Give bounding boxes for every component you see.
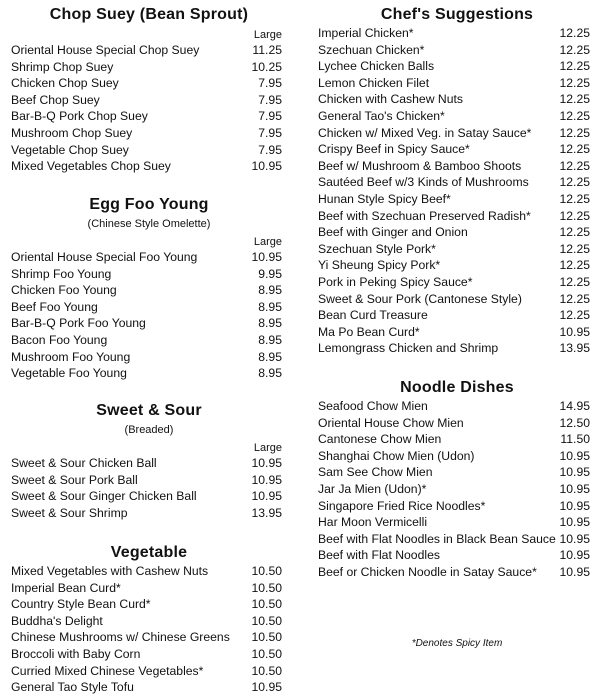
item-price: 10.95	[559, 465, 590, 480]
item-name: Har Moon Vermicelli	[318, 515, 428, 530]
menu-item	[308, 307, 606, 324]
item-price: 13.95	[559, 341, 590, 356]
item-price: 10.50	[251, 613, 282, 628]
menu-item	[0, 249, 298, 266]
item-name: General Tao Style Tofu	[11, 680, 134, 695]
item-price: 12.25	[559, 225, 590, 240]
menu-item	[308, 564, 606, 581]
menu-list	[0, 563, 298, 696]
item-price: 10.50	[251, 580, 282, 595]
item-price: 12.25	[559, 175, 590, 190]
item-price: 12.25	[559, 125, 590, 140]
item-price: 12.25	[559, 191, 590, 206]
item-name: Sweet & Sour Ginger Chicken Ball	[11, 489, 197, 504]
item-name: Shrimp Chop Suey	[11, 59, 114, 74]
menu-item	[0, 142, 298, 159]
size-header: Large	[253, 236, 282, 248]
menu-item	[0, 596, 298, 613]
menu-item	[0, 563, 298, 580]
item-price: 10.95	[559, 515, 590, 530]
item-name: Chicken Chop Suey	[11, 76, 119, 91]
item-price: 12.25	[559, 75, 590, 90]
item-name: Cantonese Chow Mien	[318, 432, 442, 447]
item-name: Seafood Chow Mien	[318, 399, 428, 413]
menu-item	[0, 42, 298, 59]
menu-item	[0, 679, 298, 696]
item-price: 8.95	[258, 299, 282, 314]
item-name: Oriental House Special Chop Suey	[11, 43, 200, 57]
menu-item	[308, 324, 606, 341]
menu-item	[0, 266, 298, 283]
item-name: Beef with Flat Noodles in Black Bean Sauce	[318, 531, 556, 546]
item-name: Shanghai Chow Mien (Udon)	[318, 448, 475, 463]
menu-item	[0, 646, 298, 663]
section-title: Vegetable	[110, 544, 188, 561]
menu-item	[308, 531, 606, 548]
menu-item	[308, 257, 606, 274]
item-name: Ma Po Bean Curd*	[318, 324, 420, 339]
item-name: Shrimp Foo Young	[11, 266, 112, 281]
menu-item	[0, 629, 298, 646]
menu-item	[0, 505, 298, 522]
item-price: 8.95	[258, 366, 282, 381]
item-name: Beef Chop Suey	[11, 92, 100, 107]
item-name: Country Style Bean Curd*	[11, 597, 151, 612]
item-price: 10.95	[251, 489, 282, 504]
sweet-sour-section	[0, 401, 298, 521]
menu-item	[0, 299, 298, 316]
item-price: 10.95	[559, 324, 590, 339]
item-price: 10.95	[559, 481, 590, 496]
menu-item	[308, 125, 606, 142]
menu-item	[0, 332, 298, 349]
menu-item	[308, 191, 606, 208]
menu-item	[0, 315, 298, 332]
item-price: 12.25	[559, 108, 590, 123]
item-price: 8.95	[258, 332, 282, 347]
menu-item	[308, 241, 606, 258]
item-name: Jar Ja Mien (Udon)*	[318, 481, 427, 496]
menu-item	[308, 448, 606, 465]
chop-suey-section	[0, 5, 298, 175]
menu-item	[308, 174, 606, 191]
menu-item	[308, 208, 606, 225]
item-price: 10.95	[251, 456, 282, 470]
item-price: 10.95	[251, 250, 282, 264]
item-price: 10.95	[559, 564, 590, 579]
item-price: 10.50	[251, 597, 282, 612]
item-price: 12.25	[559, 258, 590, 273]
item-name: Bar-B-Q Pork Foo Young	[11, 316, 146, 331]
item-price: 7.95	[258, 76, 282, 91]
menu-item	[0, 613, 298, 630]
menu-item	[308, 42, 606, 59]
section-subtitle: (Chinese Style Omelette)	[87, 218, 211, 230]
item-price: 13.95	[251, 505, 282, 520]
item-name: General Tao's Chicken*	[318, 108, 445, 123]
section-title: Chop Suey (Bean Sprout)	[49, 6, 249, 23]
menu-item	[0, 108, 298, 125]
item-price: 10.50	[251, 663, 282, 678]
item-name: Lychee Chicken Balls	[318, 59, 435, 74]
item-name: Szechuan Chicken*	[318, 42, 425, 57]
item-name: Bean Curd Treasure	[318, 308, 428, 323]
section-subtitle: (Breaded)	[124, 424, 174, 436]
menu-item	[0, 282, 298, 299]
menu-item	[0, 59, 298, 76]
menu-item	[308, 547, 606, 564]
item-price: 12.25	[559, 59, 590, 74]
item-name: Beef Foo Young	[11, 299, 98, 314]
item-price: 7.95	[258, 125, 282, 140]
menu-item	[0, 125, 298, 142]
menu-item	[0, 158, 298, 175]
item-name: Imperial Chicken*	[318, 26, 414, 40]
item-price: 7.95	[258, 109, 282, 124]
item-name: Crispy Beef in Spicy Sauce*	[318, 142, 470, 157]
item-price: 12.25	[559, 92, 590, 107]
item-name: Hunan Style Spicy Beef*	[318, 191, 451, 206]
item-name: Beef or Chicken Noodle in Satay Sauce*	[318, 564, 537, 579]
item-price: 10.95	[559, 448, 590, 463]
item-name: Singapore Fried Rice Noodles*	[318, 498, 486, 513]
item-name: Szechuan Style Pork*	[318, 241, 436, 256]
item-name: Oriental House Chow Mien	[318, 415, 464, 430]
egg-foo-young-section	[0, 195, 298, 382]
item-name: Sweet & Sour Pork (Cantonese Style)	[318, 291, 522, 306]
noodle-dishes-section	[308, 378, 606, 581]
menu-item	[0, 472, 298, 489]
item-price: 7.95	[258, 142, 282, 157]
item-name: Mushroom Chop Suey	[11, 125, 133, 140]
item-price: 10.50	[251, 630, 282, 645]
item-name: Beef with Ginger and Onion	[318, 225, 468, 240]
item-price: 12.25	[559, 274, 590, 289]
item-price: 8.95	[258, 316, 282, 331]
menu-item	[0, 365, 298, 382]
item-name: Vegetable Chop Suey	[11, 142, 129, 157]
menu-item	[308, 431, 606, 448]
item-price: 12.25	[559, 208, 590, 223]
item-name: Lemongrass Chicken and Shrimp	[318, 341, 499, 356]
item-price: 10.50	[251, 564, 282, 578]
item-price: 8.95	[258, 349, 282, 364]
vegetable-section	[0, 543, 298, 696]
chefs-suggestions-section	[308, 5, 606, 357]
item-name: Buddha's Delight	[11, 613, 103, 628]
menu-item	[308, 514, 606, 531]
menu-list	[308, 25, 606, 357]
item-name: Yi Sheung Spicy Pork*	[318, 258, 441, 273]
menu-item	[308, 91, 606, 108]
menu-item	[0, 92, 298, 109]
menu-item	[308, 398, 606, 415]
item-price: 12.25	[559, 241, 590, 256]
size-header: Large	[253, 442, 282, 454]
item-name: Chicken Foo Young	[11, 283, 117, 298]
item-name: Bacon Foo Young	[11, 332, 108, 347]
item-price: 14.95	[559, 399, 590, 413]
item-price: 12.25	[559, 158, 590, 173]
menu-item	[308, 141, 606, 158]
menu-item	[0, 580, 298, 597]
item-name: Sweet & Sour Shrimp	[11, 505, 128, 520]
item-name: Sautéed Beef w/3 Kinds of Mushrooms	[318, 175, 529, 190]
item-name: Chinese Mushrooms w/ Chinese Greens	[11, 630, 230, 645]
item-price: 12.25	[559, 26, 590, 40]
menu-list	[0, 42, 298, 175]
item-name: Curried Mixed Chinese Vegetables*	[11, 663, 204, 678]
item-name: Sam See Chow Mien	[318, 465, 433, 480]
item-name: Bar-B-Q Pork Chop Suey	[11, 109, 148, 124]
menu-item	[308, 75, 606, 92]
item-price: 12.25	[559, 291, 590, 306]
item-name: Pork in Peking Spicy Sauce*	[318, 274, 473, 289]
spicy-footnote: *Denotes Spicy Item	[411, 638, 503, 649]
item-name: Oriental House Special Foo Young	[11, 250, 198, 264]
item-price: 10.25	[251, 59, 282, 74]
menu-item	[308, 481, 606, 498]
menu-item	[308, 274, 606, 291]
menu-item	[308, 224, 606, 241]
item-price: 10.95	[251, 680, 282, 695]
section-title: Sweet & Sour	[96, 402, 202, 419]
item-name: Mixed Vegetables Chop Suey	[11, 159, 171, 174]
section-title: Noodle Dishes	[400, 379, 514, 396]
item-price: 8.95	[258, 283, 282, 298]
item-price: 12.50	[559, 415, 590, 430]
item-name: Imperial Bean Curd*	[11, 580, 121, 595]
item-price: 11.25	[252, 43, 282, 57]
menu-list	[0, 249, 298, 382]
item-price: 12.25	[559, 142, 590, 157]
menu-item	[308, 58, 606, 75]
menu-item	[308, 25, 606, 42]
item-price: 10.95	[559, 498, 590, 513]
item-price: 10.95	[251, 472, 282, 487]
item-name: Sweet & Sour Pork Ball	[11, 472, 138, 487]
item-price: 11.50	[560, 432, 590, 447]
item-name: Broccoli with Baby Corn	[11, 646, 141, 661]
item-name: Beef with Szechuan Preserved Radish*	[318, 208, 531, 223]
menu-item	[308, 464, 606, 481]
section-title: Egg Foo Young	[89, 196, 209, 213]
menu-item	[308, 108, 606, 125]
menu-item	[0, 349, 298, 366]
item-name: Lemon Chicken Filet	[318, 75, 430, 90]
item-price: 10.95	[251, 159, 282, 174]
menu-item	[0, 455, 298, 472]
item-name: Mushroom Foo Young	[11, 349, 131, 364]
menu-item	[0, 663, 298, 680]
item-price: 12.25	[559, 308, 590, 323]
item-price: 10.95	[559, 548, 590, 563]
menu-list	[0, 455, 298, 521]
item-name: Chicken with Cashew Nuts	[318, 92, 463, 107]
item-price: 7.95	[258, 92, 282, 107]
item-price: 9.95	[258, 266, 282, 281]
item-name: Vegetable Foo Young	[11, 366, 127, 381]
item-name: Chicken w/ Mixed Veg. in Satay Sauce*	[318, 125, 532, 140]
item-name: Mixed Vegetables with Cashew Nuts	[11, 564, 209, 578]
size-header: Large	[253, 29, 282, 41]
menu-item	[308, 415, 606, 432]
menu-item	[0, 75, 298, 92]
item-name: Beef with Flat Noodles	[318, 548, 440, 563]
section-title: Chef's Suggestions	[380, 6, 534, 23]
menu-item	[308, 340, 606, 357]
item-name: Sweet & Sour Chicken Ball	[11, 456, 157, 470]
menu-item	[0, 488, 298, 505]
menu-list	[308, 398, 606, 581]
menu-item	[308, 291, 606, 308]
item-name: Beef w/ Mushroom & Bamboo Shoots	[318, 158, 522, 173]
menu-item	[308, 158, 606, 175]
menu-item	[308, 498, 606, 515]
item-price: 12.25	[559, 42, 590, 57]
item-price: 10.95	[559, 531, 590, 546]
item-price: 10.50	[251, 646, 282, 661]
